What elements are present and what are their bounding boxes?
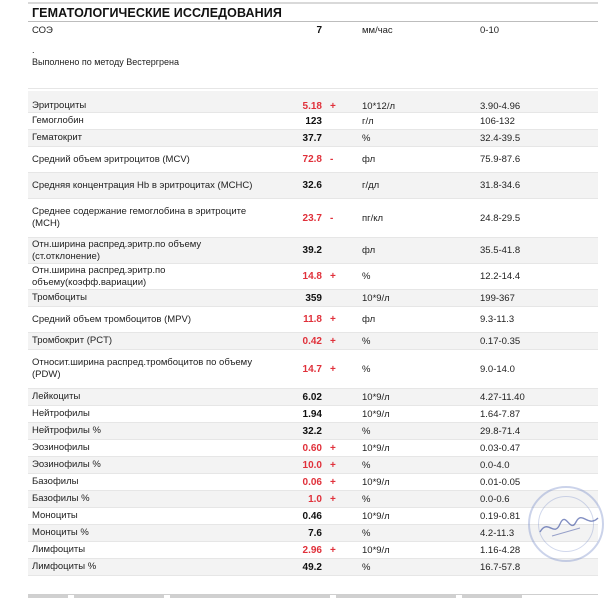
result-name: Лимфоциты — [32, 544, 86, 555]
result-name: Относит.ширина распред.тромбоцитов по объему (PDW) — [32, 357, 253, 380]
result-row — [28, 264, 598, 290]
result-name: Гемоглобин — [32, 115, 84, 126]
result-name: Средний объем эритроцитов (MCV) — [32, 153, 190, 165]
result-reference: 12.2-14.4 — [480, 271, 521, 282]
result-reference: 106-132 — [480, 115, 515, 127]
result-unit: фл — [362, 154, 376, 165]
result-row — [28, 542, 598, 559]
result-reference: 9.3-11.3 — [480, 314, 515, 325]
result-name: Отн.ширина распред.эритр.по объему(коэфф.вариации) — [32, 264, 166, 288]
result-value: 7 — [316, 25, 322, 36]
result-reference: 9.0-14.0 — [480, 363, 515, 375]
method-note — [32, 44, 179, 68]
footer-text-cut — [28, 595, 598, 600]
result-name: Средний объем тромбоцитов (MPV) — [32, 313, 192, 325]
result-row — [28, 440, 598, 457]
result-reference: 3.90-4.96 — [480, 101, 521, 112]
result-value: 32.6 — [302, 180, 322, 191]
result-flag: + — [330, 314, 336, 325]
result-value: 1.94 — [302, 408, 322, 420]
result-value: 32.2 — [302, 425, 322, 437]
result-unit: мм/час — [362, 25, 393, 36]
result-value: 49.2 — [302, 561, 322, 573]
result-value: 2.96 — [302, 544, 322, 556]
result-value: 5.18 — [302, 101, 322, 112]
result-value: 11.8 — [303, 314, 322, 325]
result-flag: + — [330, 101, 336, 112]
result-value: 0.06 — [302, 476, 322, 488]
result-reference: 24.8-29.5 — [480, 212, 521, 224]
result-unit: г/дл — [362, 180, 380, 191]
result-unit: % — [362, 363, 371, 375]
result-row — [28, 199, 598, 238]
result-name: Отн.ширина распред.эритр.по объему (ст.отклонение) — [32, 238, 202, 262]
result-unit: пг/кл — [362, 212, 384, 224]
result-unit: 10*9/л — [362, 544, 390, 556]
result-value: 0.60 — [302, 442, 322, 454]
result-name: Моноциты — [32, 510, 78, 521]
result-flag: + — [330, 544, 336, 556]
result-reference: 0.01-0.05 — [480, 476, 521, 488]
result-flag: - — [330, 212, 334, 224]
result-unit: 10*9/л — [362, 292, 390, 304]
result-unit: 10*9/л — [362, 391, 390, 403]
result-row-soe — [28, 22, 598, 89]
note-text: Выполнено по методу Вестергрена — [32, 57, 180, 67]
result-unit: 10*9/л — [362, 442, 390, 454]
result-flag: - — [330, 154, 334, 165]
result-unit: фл — [362, 245, 376, 256]
result-row — [28, 147, 598, 173]
result-row — [28, 350, 598, 389]
result-value: 359 — [305, 292, 322, 304]
result-value: 10.0 — [302, 459, 322, 471]
result-reference: 1.64-7.87 — [480, 408, 521, 420]
result-row — [28, 389, 598, 406]
result-row — [28, 113, 598, 130]
result-name: Тромбокрит (PCT) — [32, 335, 113, 346]
result-row — [28, 457, 598, 474]
result-row — [28, 333, 598, 350]
result-value: 39.2 — [302, 245, 322, 256]
result-value: 0.42 — [302, 335, 322, 347]
signature-icon — [530, 488, 606, 564]
result-reference: 0.17-0.35 — [480, 335, 521, 347]
result-value: 14.8 — [302, 271, 322, 282]
result-reference: 29.8-71.4 — [480, 425, 521, 437]
result-row — [28, 238, 598, 264]
result-reference: 16.7-57.8 — [480, 561, 521, 573]
result-flag: + — [330, 442, 336, 454]
result-row — [28, 474, 598, 491]
clinic-stamp-icon — [528, 486, 604, 562]
result-unit: % — [362, 527, 371, 539]
result-reference: 4.27-11.40 — [480, 391, 525, 403]
result-name: Эритроциты — [32, 100, 87, 111]
result-reference: 1.16-4.28 — [480, 544, 521, 556]
result-row — [28, 91, 598, 113]
note-dot: . — [32, 45, 35, 55]
result-reference: 0.19-0.81 — [480, 510, 521, 522]
result-value: 0.46 — [302, 510, 322, 522]
result-unit: % — [362, 561, 371, 573]
result-reference: 75.9-87.6 — [480, 154, 521, 165]
result-value: 23.7 — [302, 212, 322, 224]
result-name: Нейтрофилы — [32, 408, 90, 419]
result-reference: 0.03-0.47 — [480, 442, 521, 454]
result-flag: + — [330, 493, 336, 505]
result-name: Тромбоциты — [32, 292, 87, 303]
result-value: 7.6 — [308, 527, 322, 539]
result-unit: % — [362, 335, 371, 347]
result-row — [28, 559, 598, 576]
result-name: Средняя концентрация Hb в эритроцитах (MCHC) — [32, 179, 253, 191]
result-flag: + — [330, 476, 336, 488]
result-value: 37.7 — [302, 132, 322, 144]
result-unit: 10*9/л — [362, 510, 390, 522]
result-name: Моноциты % — [32, 527, 89, 538]
result-name: Эозинофилы % — [32, 459, 101, 470]
result-unit: фл — [362, 314, 376, 325]
result-unit: % — [362, 132, 371, 144]
result-reference: 4.2-11.3 — [480, 527, 515, 539]
result-reference: 35.5-41.8 — [480, 245, 521, 256]
result-unit: 10*9/л — [362, 408, 390, 420]
result-name: СОЭ — [32, 25, 53, 36]
result-unit: % — [362, 425, 371, 437]
result-reference: 31.8-34.6 — [480, 180, 521, 191]
result-name: Среднее содержание гемоглобина в эритроците (MCH) — [32, 206, 247, 229]
result-row — [28, 525, 598, 542]
result-row — [28, 307, 598, 333]
top-divider — [28, 2, 598, 4]
result-reference: 0-10 — [480, 25, 500, 36]
result-value: 72.8 — [302, 154, 322, 165]
result-value: 1.0 — [308, 493, 322, 505]
result-flag: + — [330, 271, 336, 282]
result-name: Базофилы % — [32, 493, 90, 504]
result-unit: % — [362, 459, 371, 471]
result-row — [28, 130, 598, 147]
result-reference: 0.0-0.6 — [480, 493, 510, 505]
result-flag: + — [330, 363, 336, 375]
results-table — [28, 22, 598, 576]
result-row — [28, 290, 598, 307]
result-unit: 10*12/л — [362, 101, 396, 112]
result-name: Лейкоциты — [32, 391, 81, 402]
result-unit: % — [362, 493, 371, 505]
result-row — [28, 491, 598, 508]
result-name: Базофилы — [32, 476, 79, 487]
result-name: Нейтрофилы % — [32, 425, 101, 436]
result-row — [28, 423, 598, 440]
result-name: Лимфоциты % — [32, 561, 97, 572]
result-reference: 199-367 — [480, 292, 515, 304]
result-value: 14.7 — [302, 363, 322, 375]
result-reference: 0.0-4.0 — [480, 459, 510, 471]
section-title: ГЕМАТОЛОГИЧЕСКИЕ ИССЛЕДОВАНИЯ — [32, 6, 282, 20]
result-row — [28, 173, 598, 199]
result-unit: г/л — [362, 115, 374, 127]
result-name: Гематокрит — [32, 132, 83, 143]
result-reference: 32.4-39.5 — [480, 132, 521, 144]
result-flag: + — [330, 335, 336, 347]
result-value: 123 — [305, 115, 322, 127]
result-row — [28, 508, 598, 525]
result-flag: + — [330, 459, 336, 471]
result-unit: 10*9/л — [362, 476, 390, 488]
result-name: Эозинофилы — [32, 442, 90, 453]
result-value: 6.02 — [302, 391, 322, 403]
result-row — [28, 406, 598, 423]
result-unit: % — [362, 271, 371, 282]
